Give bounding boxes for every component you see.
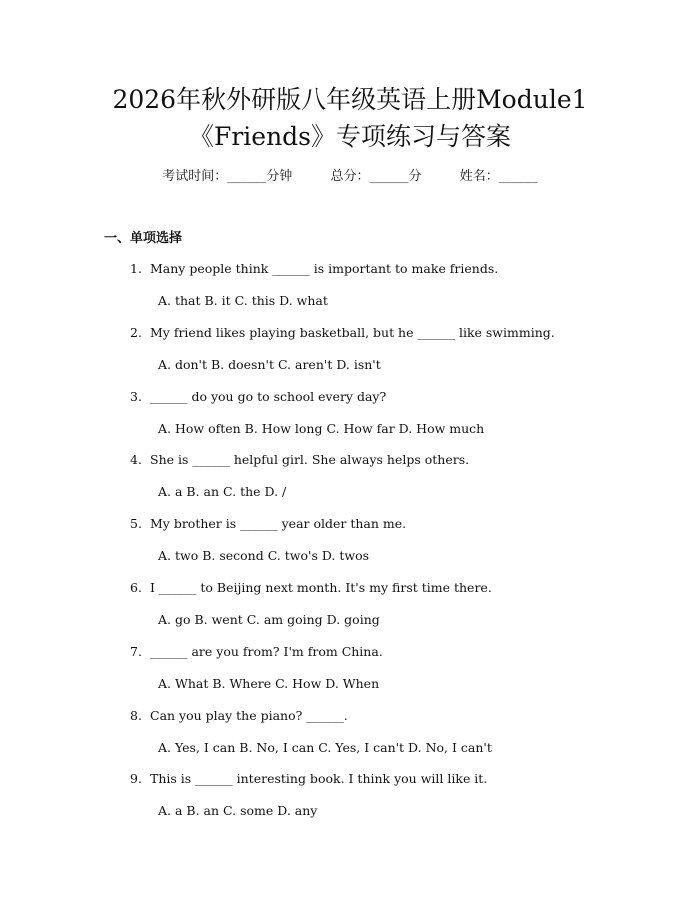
question-options: A. How often B. How long C. How far D. How much bbox=[158, 420, 485, 436]
question-stem bbox=[130, 643, 383, 661]
document-title-line-1: 2026年秋外研版八年级英语上册Module1 bbox=[112, 85, 588, 114]
question-number: 5. bbox=[130, 516, 142, 532]
question-item bbox=[0, 707, 700, 771]
question-stem bbox=[130, 770, 487, 788]
question-text: Many people think ______ is important to make friends. bbox=[150, 261, 499, 276]
question-item bbox=[0, 643, 700, 707]
question-options: A. a B. an C. some D. any bbox=[158, 803, 318, 819]
student-name-field: 姓名：______ bbox=[459, 169, 538, 184]
question-text: ______ are you from? I'm from China. bbox=[150, 643, 383, 659]
question-stem bbox=[130, 260, 498, 278]
question-list bbox=[0, 260, 700, 834]
question-text: ______ do you go to school every day? bbox=[150, 388, 387, 404]
question-options: A. What B. Where C. How D. When bbox=[158, 675, 380, 691]
question-number: 2. bbox=[130, 324, 142, 340]
question-number: 6. bbox=[130, 579, 142, 595]
question-number: 4. bbox=[130, 452, 142, 468]
section-heading-single-choice: 一、单项选择 bbox=[104, 231, 183, 246]
question-item bbox=[0, 579, 700, 643]
question-options: A. go B. went C. am going D. going bbox=[158, 611, 380, 627]
question-text: My brother is ______ year older than me. bbox=[150, 516, 407, 532]
question-number: 7. bbox=[130, 643, 142, 659]
question-options: A. don't B. doesn't C. aren't D. isn't bbox=[158, 356, 381, 372]
question-text: This is ______ interesting book. I think you will like it. bbox=[150, 771, 488, 787]
question-stem bbox=[130, 388, 386, 406]
question-stem bbox=[130, 707, 348, 725]
question-options: A. Yes, I can B. No, I can C. Yes, I can't D. No, I can't bbox=[158, 739, 492, 755]
question-stem bbox=[130, 579, 492, 597]
question-options: A. a B. an C. the D. / bbox=[158, 484, 287, 500]
question-number: 1. bbox=[130, 261, 142, 276]
question-stem bbox=[130, 324, 555, 342]
question-number: 8. bbox=[130, 707, 142, 723]
question-number: 9. bbox=[130, 771, 142, 787]
exam-time-field: 考试时间：______分钟 bbox=[162, 169, 293, 184]
total-score-field: 总分：______分 bbox=[330, 169, 422, 184]
exam-meta-row bbox=[0, 168, 700, 186]
question-stem bbox=[130, 451, 469, 469]
question-item bbox=[0, 388, 700, 452]
document-title-line-2: 《Friends》专项练习与答案 bbox=[188, 122, 512, 151]
question-text: Can you play the piano? ______. bbox=[150, 707, 348, 723]
question-item bbox=[0, 451, 700, 515]
question-text: She is ______ helpful girl. She always helps others. bbox=[150, 452, 470, 468]
question-number: 3. bbox=[130, 388, 142, 404]
question-options: A. that B. it C. this D. what bbox=[158, 293, 328, 308]
question-item bbox=[0, 515, 700, 579]
question-item bbox=[0, 770, 700, 834]
question-options: A. two B. second C. two's D. twos bbox=[158, 548, 370, 564]
question-stem bbox=[130, 515, 406, 533]
question-text: My friend likes playing basketball, but he ______ like swimming. bbox=[150, 324, 555, 340]
question-text: I ______ to Beijing next month. It's my first time there. bbox=[150, 579, 492, 595]
question-item bbox=[0, 324, 700, 388]
question-item bbox=[0, 260, 700, 324]
